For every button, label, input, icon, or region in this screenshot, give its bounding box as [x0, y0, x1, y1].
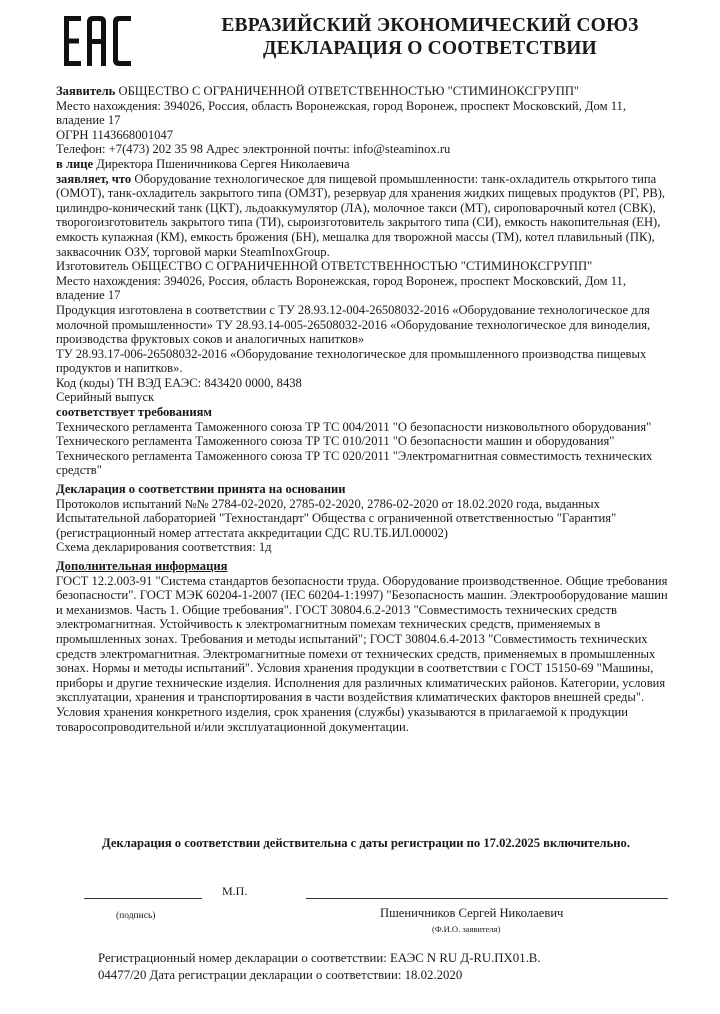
production-standards-2: ТУ 28.93.17-006-26508032-2016 «Оборудование технологическое для промышленного производства пищевых продуктов и напитков». — [56, 346, 647, 376]
declares-paragraph — [56, 172, 676, 260]
stamp-place-label: М.П. — [222, 884, 248, 898]
manufacturer-address: Место нахождения: 394026, Россия, область Воронежская, город Воронеж, проспект Московский, Дом 11, владение 17 — [56, 273, 626, 303]
name-caption: (Ф.И.О. заявителя) — [432, 924, 501, 934]
signature-line — [84, 898, 202, 899]
tn-ved-codes: Код (коды) ТН ВЭД ЕАЭС: 843420 0000, 8438 — [56, 375, 302, 390]
applicant-person — [56, 157, 676, 172]
declares-label: заявляет, что — [56, 171, 132, 186]
applicant-label: Заявитель — [56, 84, 116, 98]
basis-label: Декларация о соответствии принята на основании — [56, 482, 346, 497]
declaration-body — [56, 84, 676, 734]
title-line-2: ДЕКЛАРАЦИЯ О СООТВЕТСТВИИ — [263, 38, 597, 59]
declares-text: Оборудование технологическое для пищевой промышленности: танк-охладитель открытого типа (ОМОТ), танк-охладитель закрытого типа (ОМЗТ), резервуар для хранения жидких пищевых продуктов (РГ, РВ), цилиндро-конический танк (ЦКТ), льдоаккумулятор (ЛА), молочное такси (МТ), сироповарочный котел (СВК), творогоизготовитель закрытого типа (ТИ), сыроизготовитель закрытого типа (СИ), емкость накопительная (ЕН), емкость купажная (КМ), емкость брожения (БН), мешалка для творожной массы (ТМ), котел плавильный (ПК), заквасочник ОЗУ, торговой марки SteamInoxGroup. — [56, 171, 666, 259]
signature-caption: (подпись) — [116, 911, 156, 921]
applicant-full-name: Пшеничников Сергей Николаевич — [380, 906, 564, 920]
applicant-name: ОБЩЕСТВО С ОГРАНИЧЕННОЙ ОТВЕТСТВЕННОСТЬЮ "СТИМИНОКСГРУПП" — [118, 84, 580, 98]
additional-info-label: Дополнительная информация — [56, 559, 228, 573]
manufacturer-line: Изготовитель ОБЩЕСТВО С ОГРАНИЧЕННОЙ ОТВЕТСТВЕННОСТЬЮ "СТИМИНОКСГРУПП" — [56, 259, 593, 274]
requirement-item-1: Технического регламента Таможенного союза ТР ТС 004/2011 "О безопасности низковольтного оборудования" — [56, 419, 652, 434]
registration-number: Регистрационный номер декларации о соответствии: ЕАЭС N RU Д-RU.ПХ01.В. — [98, 951, 541, 965]
requirement-item-3: Технического регламента Таможенного союза ТР ТС 020/2011 "Электромагнитная совместимость технических средств" — [56, 448, 653, 478]
title-line-1: ЕВРАЗИЙСКИЙ ЭКОНОМИЧЕСКИЙ СОЮЗ — [221, 15, 639, 36]
requirement-item-2: Технического регламента Таможенного союза ТР ТС 010/2011 "О безопасности машин и оборудования" — [56, 434, 615, 449]
person-label: в лице — [56, 156, 94, 171]
serial-production: Серийный выпуск — [56, 390, 155, 405]
production-standards: Продукция изготовлена в соответствии с ТУ 28.93.12-004-26508032-2016 «Оборудование технологическое для молочной промышленности» ТУ 28.93.14-005-26508032-2016 «Оборудование технологическое для виноделия, производства фруктовых соков и аналогичных напитков» — [56, 302, 651, 347]
applicant-line — [56, 84, 676, 99]
requirements-label: соответствует требованиям — [56, 405, 212, 420]
name-line — [306, 898, 668, 899]
applicant-address: Место нахождения: 394026, Россия, область Воронежская, город Воронеж, проспект Московский, Дом 11, владение 17 — [56, 98, 626, 128]
eac-logo-icon — [62, 14, 134, 68]
person-name: Директора Пшеничникова Сергея Николаевича — [96, 156, 350, 171]
registration-info — [98, 950, 658, 984]
document-title — [150, 14, 710, 60]
applicant-ogrn: ОГРН 1143668001047 — [56, 127, 174, 142]
declaration-scheme: Схема декларирования соответствия: 1д — [56, 540, 272, 555]
registration-date: 04477/20 Дата регистрации декларации о соответствии: 18.02.2020 — [98, 968, 463, 982]
additional-info-text: ГОСТ 12.2.003-91 "Система стандартов безопасности труда. Оборудование производственное. Общие требования безопасности". ГОСТ МЭК 60204-1-2007 (IEC 60204-1:1997) "Безопасность машин. Электрооборудование машин и механизмов. Часть 1. Общие требования". ГОСТ 30804.6.2-2013 "Совместимость технических средств электромагнитная. Устойчивость к электромагнитным помехам технических средств, применяемых в промышленных зонах. Требования и методы испытаний"; ГОСТ 30804.6.4-2013 "Совместимость технических средств электромагнитная. Электромагнитные помехи от технических средств, применяемых в промышленных зонах. Нормы и методы испытаний". Условия хранения продукции в соответствии с ГОСТ 15150-69 "Машины, приборы и другие технические изделия. Исполнения для различных климатических районов. Категории, условия эксплуатации, хранения и транспортирования в части воздействия климатических факторов внешней среды". Условия хранения конкретного изделия, срок хранения (службы) указываются в прилагаемой к продукции товаросопроводительной и/или эксплуатационной документации. — [56, 573, 668, 734]
validity-statement: Декларация о соответствии действительна с даты регистрации по 17.02.2025 включительно. — [102, 836, 630, 850]
applicant-contacts: Телефон: +7(473) 202 35 98 Адрес электронной почты: info@steaminox.ru — [56, 142, 451, 157]
basis-text: Протоколов испытаний №№ 2784-02-2020, 2785-02-2020, 2786-02-2020 от 18.02.2020 года, выданных Испытательной лабораторией "Техностандарт" Общества с ограниченной ответственностью "Гарантия" (регистрационный номер аттестата аккредитации СДС RU.ТБ.ИЛ.00002) — [56, 496, 617, 540]
